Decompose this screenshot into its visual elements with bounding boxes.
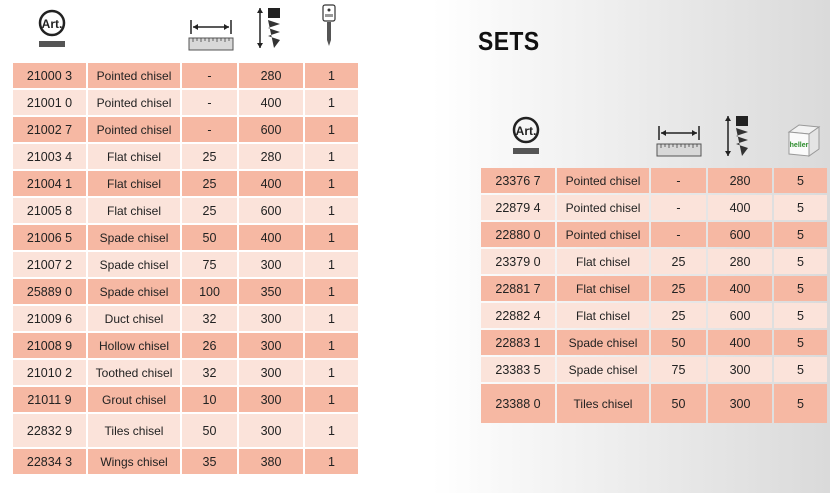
cell-art: 21011 9 (13, 387, 86, 412)
cell-art: 23376 7 (481, 168, 555, 193)
length-drill-icon (256, 6, 286, 50)
cell-length: 400 (708, 330, 772, 355)
cell-art: 22883 1 (481, 330, 555, 355)
cell-qty: 5 (774, 276, 827, 301)
cell-length: 350 (239, 279, 303, 304)
svg-text:Art.: Art. (41, 17, 63, 31)
cell-width: 25 (182, 171, 237, 196)
cell-art: 21000 3 (13, 63, 86, 88)
cell-length: 300 (239, 306, 303, 331)
cell-qty: 1 (305, 360, 358, 385)
quantity-tag-icon (320, 4, 338, 48)
table-row (481, 330, 827, 355)
cell-length: 600 (239, 117, 303, 142)
cell-length: 300 (239, 414, 303, 447)
length-drill-icon (724, 114, 754, 158)
table-row (13, 171, 358, 196)
cell-art: 23379 0 (481, 249, 555, 274)
cell-name: Spade chisel (88, 252, 180, 277)
cell-qty: 5 (774, 384, 827, 423)
width-ruler-icon (656, 124, 702, 158)
cell-length: 400 (239, 90, 303, 115)
table-row (13, 360, 358, 385)
cell-qty: 1 (305, 144, 358, 169)
cell-width: 50 (651, 330, 706, 355)
cell-width: 25 (182, 144, 237, 169)
cell-qty: 5 (774, 249, 827, 274)
cell-qty: 5 (774, 195, 827, 220)
cell-name: Pointed chisel (557, 195, 649, 220)
cell-width: 25 (651, 276, 706, 301)
cell-name: Flat chisel (557, 249, 649, 274)
cell-qty: 1 (305, 63, 358, 88)
table-row (13, 306, 358, 331)
table-row (13, 449, 358, 474)
cell-art: 23388 0 (481, 384, 555, 423)
cell-art: 21008 9 (13, 333, 86, 358)
cell-length: 300 (239, 333, 303, 358)
cell-qty: 1 (305, 90, 358, 115)
cell-art: 21010 2 (13, 360, 86, 385)
cell-width: 50 (182, 414, 237, 447)
cell-width: 50 (182, 225, 237, 250)
cell-qty: 1 (305, 225, 358, 250)
cell-name: Flat chisel (557, 303, 649, 328)
cell-name: Toothed chisel (88, 360, 180, 385)
cell-width: - (651, 222, 706, 247)
cell-name: Duct chisel (88, 306, 180, 331)
cell-name: Wings chisel (88, 449, 180, 474)
cell-length: 400 (239, 171, 303, 196)
cell-width: 32 (182, 306, 237, 331)
cell-art: 22832 9 (13, 414, 86, 447)
table-row (481, 384, 827, 423)
cell-name: Spade chisel (557, 330, 649, 355)
table-row (13, 225, 358, 250)
cell-qty: 1 (305, 414, 358, 447)
cell-name: Flat chisel (88, 144, 180, 169)
cell-length: 280 (708, 249, 772, 274)
cell-name: Flat chisel (88, 198, 180, 223)
cell-length: 380 (239, 449, 303, 474)
cell-art: 22880 0 (481, 222, 555, 247)
table-row (481, 357, 827, 382)
box-icon (785, 122, 821, 158)
cell-qty: 1 (305, 252, 358, 277)
table-row (481, 249, 827, 274)
box-label: heller (789, 142, 809, 149)
table-row (13, 198, 358, 223)
table-row (481, 276, 827, 301)
cell-width: - (651, 195, 706, 220)
chisel-table (11, 61, 360, 476)
table-row (13, 387, 358, 412)
cell-width: 32 (182, 360, 237, 385)
table-row (481, 195, 827, 220)
cell-name: Pointed chisel (557, 168, 649, 193)
cell-qty: 1 (305, 117, 358, 142)
cell-art: 21003 4 (13, 144, 86, 169)
table-row (13, 117, 358, 142)
cell-name: Tiles chisel (557, 384, 649, 423)
cell-length: 300 (239, 360, 303, 385)
cell-qty: 5 (774, 330, 827, 355)
cell-width: 35 (182, 449, 237, 474)
sets-table (479, 166, 829, 425)
cell-width: 25 (651, 249, 706, 274)
cell-width: 75 (651, 357, 706, 382)
cell-art: 25889 0 (13, 279, 86, 304)
cell-qty: 1 (305, 279, 358, 304)
table-row (13, 90, 358, 115)
cell-name: Pointed chisel (557, 222, 649, 247)
cell-art: 22881 7 (481, 276, 555, 301)
cell-width: 26 (182, 333, 237, 358)
cell-name: Flat chisel (88, 171, 180, 196)
cell-art: 23383 5 (481, 357, 555, 382)
cell-art: 22882 4 (481, 303, 555, 328)
cell-qty: 5 (774, 168, 827, 193)
cell-width: - (182, 90, 237, 115)
cell-length: 400 (708, 276, 772, 301)
cell-qty: 1 (305, 387, 358, 412)
table-row (13, 63, 358, 88)
cell-name: Spade chisel (88, 279, 180, 304)
cell-length: 600 (708, 222, 772, 247)
cell-length: 280 (239, 63, 303, 88)
cell-length: 400 (239, 225, 303, 250)
cell-width: 25 (182, 198, 237, 223)
cell-name: Tiles chisel (88, 414, 180, 447)
cell-name: Pointed chisel (88, 117, 180, 142)
cell-width: 50 (651, 384, 706, 423)
cell-length: 600 (708, 303, 772, 328)
cell-qty: 5 (774, 357, 827, 382)
cell-name: Pointed chisel (88, 63, 180, 88)
table-row (481, 222, 827, 247)
cell-art: 22834 3 (13, 449, 86, 474)
cell-width: - (182, 117, 237, 142)
cell-qty: 1 (305, 449, 358, 474)
cell-qty: 5 (774, 303, 827, 328)
table-row (13, 333, 358, 358)
cell-name: Spade chisel (88, 225, 180, 250)
cell-length: 300 (239, 387, 303, 412)
art-number-icon (32, 8, 72, 50)
cell-length: 400 (708, 195, 772, 220)
cell-length: 280 (708, 168, 772, 193)
cell-name: Grout chisel (88, 387, 180, 412)
art-number-icon (506, 115, 546, 157)
cell-qty: 5 (774, 222, 827, 247)
cell-length: 300 (708, 384, 772, 423)
cell-length: 280 (239, 144, 303, 169)
table-row (13, 144, 358, 169)
cell-width: 100 (182, 279, 237, 304)
table-row (13, 414, 358, 447)
svg-text:Art.: Art. (515, 124, 537, 138)
cell-name: Flat chisel (557, 276, 649, 301)
width-ruler-icon (188, 18, 234, 52)
cell-name: Spade chisel (557, 357, 649, 382)
cell-art: 21009 6 (13, 306, 86, 331)
cell-qty: 1 (305, 333, 358, 358)
table-row (13, 252, 358, 277)
cell-width: 10 (182, 387, 237, 412)
cell-width: 25 (651, 303, 706, 328)
cell-width: - (182, 63, 237, 88)
sets-title: SETS (478, 26, 540, 56)
cell-width: - (651, 168, 706, 193)
cell-qty: 1 (305, 171, 358, 196)
cell-art: 22879 4 (481, 195, 555, 220)
cell-art: 21004 1 (13, 171, 86, 196)
table-row (13, 279, 358, 304)
cell-art: 21006 5 (13, 225, 86, 250)
cell-name: Hollow chisel (88, 333, 180, 358)
cell-name: Pointed chisel (88, 90, 180, 115)
table-row (481, 168, 827, 193)
cell-width: 75 (182, 252, 237, 277)
cell-art: 21007 2 (13, 252, 86, 277)
cell-length: 300 (239, 252, 303, 277)
cell-qty: 1 (305, 198, 358, 223)
cell-art: 21001 0 (13, 90, 86, 115)
cell-art: 21002 7 (13, 117, 86, 142)
cell-length: 600 (239, 198, 303, 223)
cell-art: 21005 8 (13, 198, 86, 223)
cell-length: 300 (708, 357, 772, 382)
table-row (481, 303, 827, 328)
cell-qty: 1 (305, 306, 358, 331)
